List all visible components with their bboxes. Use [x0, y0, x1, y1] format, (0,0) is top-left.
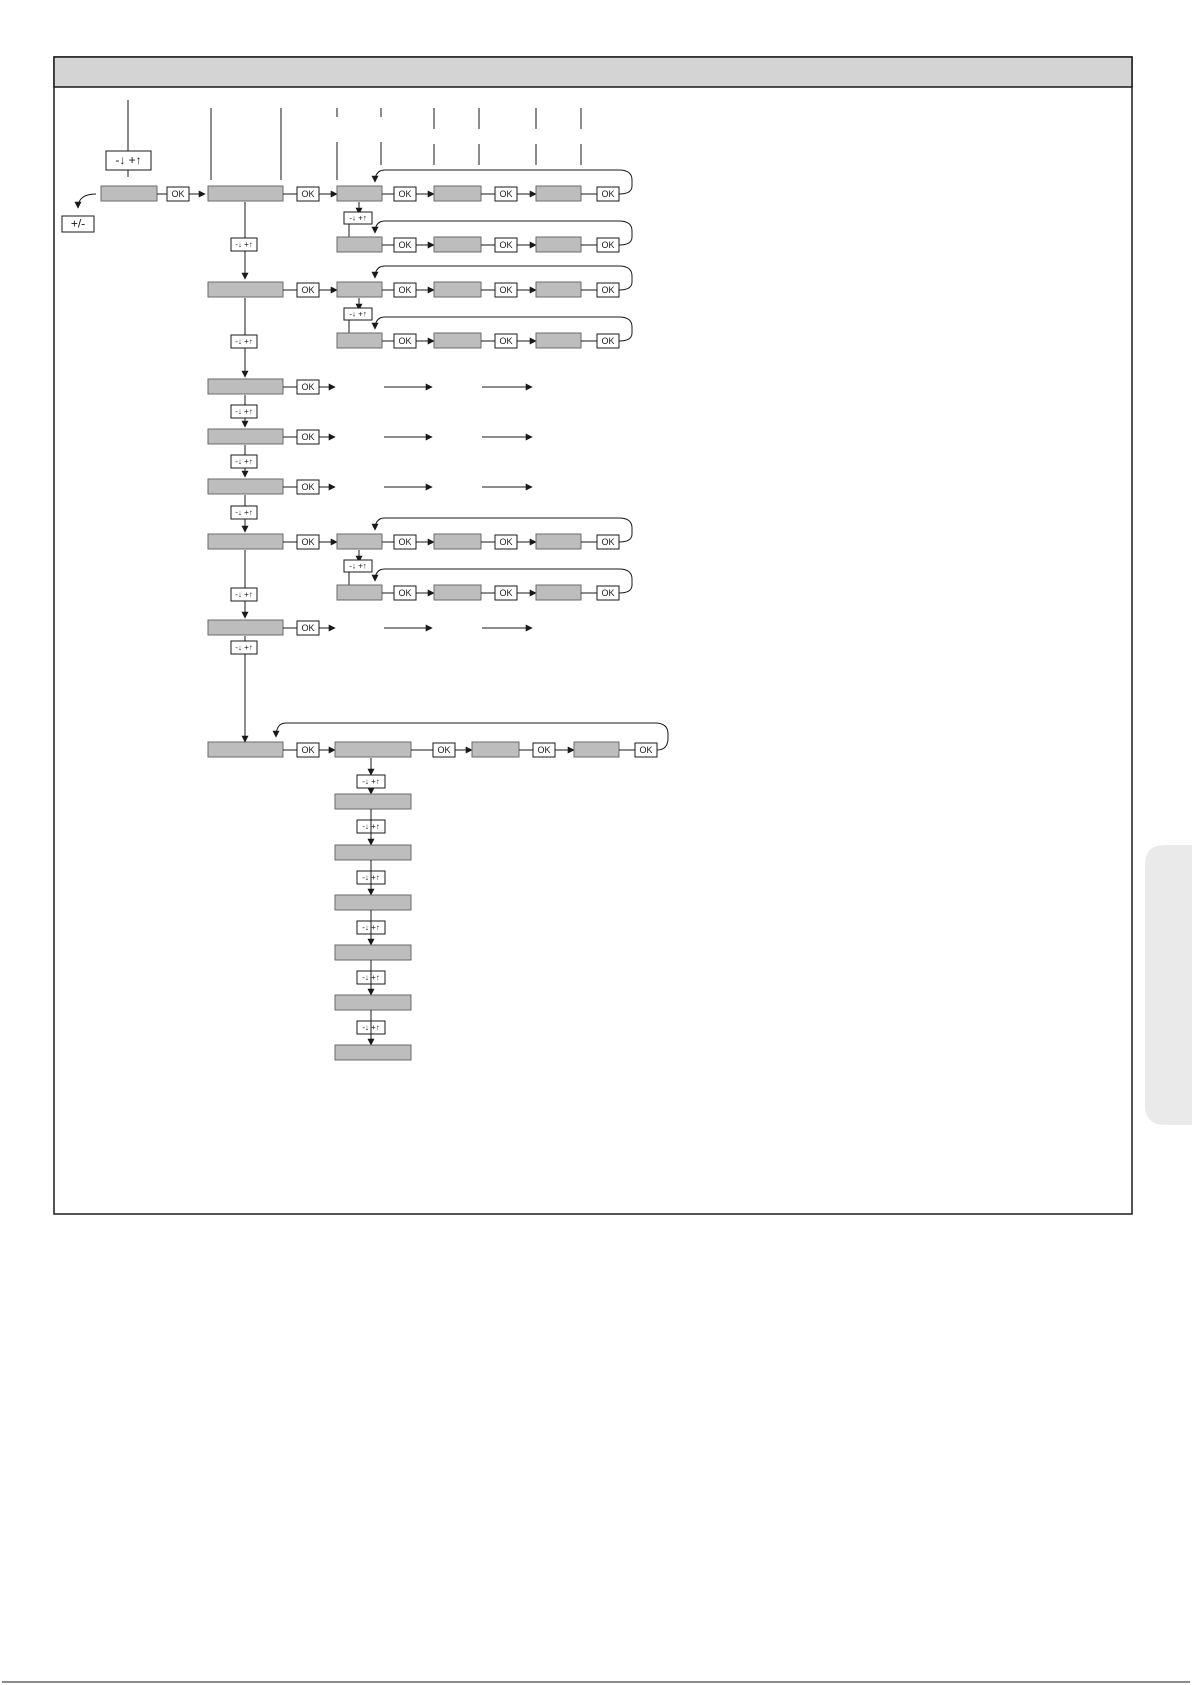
menu-box — [337, 534, 382, 549]
ok-label: OK — [601, 239, 615, 250]
menu-box — [536, 534, 581, 549]
ok-label: OK — [499, 536, 513, 547]
ok-label: OK — [499, 587, 513, 598]
up-down-keys-label: -↓ +↑ — [349, 309, 367, 319]
ok-label: OK — [301, 188, 315, 199]
menu-box — [208, 186, 283, 201]
ok-label: OK — [398, 284, 412, 295]
menu-box — [101, 186, 157, 201]
up-down-keys-label: -↓ +↑ — [362, 777, 380, 787]
ok-label: OK — [601, 335, 615, 346]
menu-box — [335, 945, 411, 960]
ok-label: OK — [301, 481, 315, 492]
diagram-content — [62, 100, 668, 1060]
menu-box — [434, 282, 481, 297]
menu-box — [208, 534, 283, 549]
ok-label: OK — [537, 744, 551, 755]
ok-label: OK — [499, 284, 513, 295]
menu-box — [335, 742, 411, 757]
menu-box — [536, 585, 581, 600]
up-down-keys-label: -↓ +↑ — [235, 407, 253, 417]
ok-label: OK — [398, 335, 412, 346]
ok-label: OK — [601, 536, 615, 547]
menu-box — [208, 282, 283, 297]
ok-label: OK — [398, 587, 412, 598]
side-tab — [1145, 845, 1192, 1125]
menu-box — [335, 895, 411, 910]
menu-box — [337, 237, 382, 252]
ok-label: OK — [499, 239, 513, 250]
up-down-keys-label: -↓ +↑ — [235, 643, 253, 653]
ok-label: OK — [601, 284, 615, 295]
menu-box — [536, 237, 581, 252]
ok-label: OK — [398, 188, 412, 199]
menu-box — [208, 742, 283, 757]
menu-box — [574, 742, 619, 757]
menu-box — [472, 742, 519, 757]
ok-label: OK — [499, 335, 513, 346]
up-down-keys-label: -↓ +↑ — [362, 822, 380, 832]
ok-label: OK — [301, 284, 315, 295]
menu-box — [335, 995, 411, 1010]
plus-minus-label: +/- — [70, 216, 86, 231]
menu-box — [337, 282, 382, 297]
menu-box — [434, 237, 481, 252]
ok-label: OK — [301, 744, 315, 755]
up-down-keys-label: -↓ +↑ — [235, 457, 253, 467]
up-down-keys-label: -↓ +↑ — [362, 873, 380, 883]
ok-label: OK — [639, 744, 653, 755]
up-down-keys-label: -↓ +↑ — [115, 153, 142, 168]
ok-label: OK — [301, 431, 315, 442]
menu-box — [208, 620, 283, 635]
menu-box — [208, 379, 283, 394]
menu-box — [337, 333, 382, 348]
ok-label: OK — [398, 536, 412, 547]
menu-box — [536, 186, 581, 201]
up-down-keys-label: -↓ +↑ — [362, 923, 380, 933]
menu-box — [434, 585, 481, 600]
ok-label: OK — [301, 381, 315, 392]
menu-box — [536, 333, 581, 348]
menu-box — [335, 794, 411, 809]
up-down-keys-label: -↓ +↑ — [235, 337, 253, 347]
menu-box — [335, 845, 411, 860]
ok-label: OK — [499, 188, 513, 199]
menu-box — [536, 282, 581, 297]
menu-box — [434, 333, 481, 348]
header-bar — [54, 57, 1132, 87]
menu-box — [208, 479, 283, 494]
menu-box — [208, 429, 283, 444]
menu-box — [337, 585, 382, 600]
ok-label: OK — [601, 188, 615, 199]
up-down-keys-label: -↓ +↑ — [235, 240, 253, 250]
up-down-keys-label: -↓ +↑ — [235, 590, 253, 600]
menu-box — [434, 186, 481, 201]
up-down-keys-label: -↓ +↑ — [362, 1023, 380, 1033]
ok-label: OK — [437, 744, 451, 755]
ok-label: OK — [601, 587, 615, 598]
up-down-keys-label: -↓ +↑ — [349, 213, 367, 223]
menu-box — [337, 186, 382, 201]
ok-label: OK — [171, 188, 185, 199]
up-down-keys-label: -↓ +↑ — [349, 561, 367, 571]
menu-box — [434, 534, 481, 549]
ok-label: OK — [301, 622, 315, 633]
menu-box — [335, 1045, 411, 1060]
up-down-keys-label: -↓ +↑ — [235, 508, 253, 518]
up-down-keys-label: -↓ +↑ — [362, 973, 380, 983]
ok-label: OK — [301, 536, 315, 547]
ok-label: OK — [398, 239, 412, 250]
loop-arrow — [78, 194, 96, 208]
